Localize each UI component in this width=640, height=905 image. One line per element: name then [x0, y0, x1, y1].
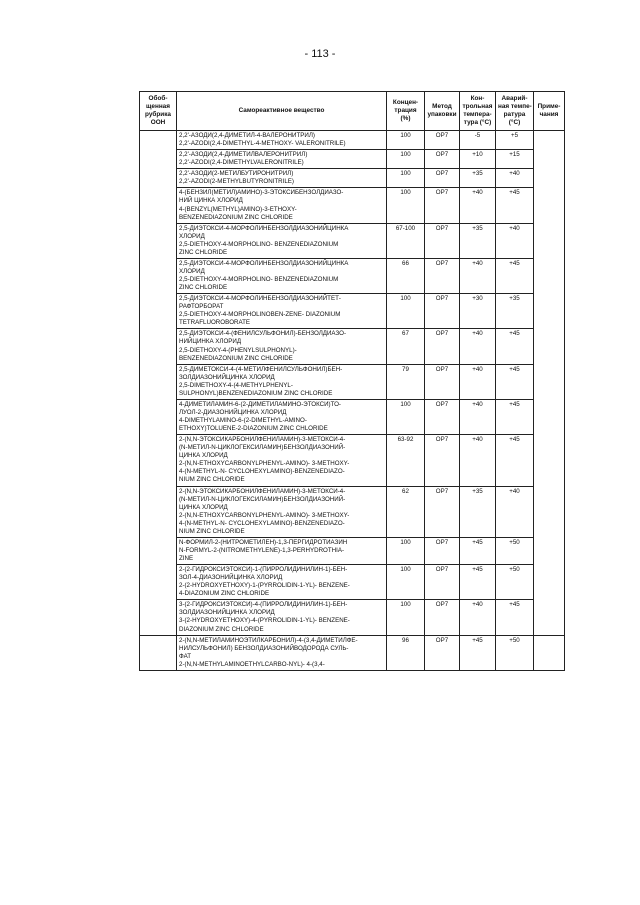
substance-line: 3-(2-HYDROXYETHOXY)-4-(PYRROLIDIN-1-YL)- BENZENE- — [179, 617, 350, 625]
control-temp-cell: -5 — [460, 131, 496, 150]
substance-cell — [177, 258, 387, 293]
method-cell: OP7 — [425, 294, 460, 329]
emergency-temp-cell: +5 — [496, 131, 534, 150]
substance-line: 2,5-DIETHOXY-4-MORPHOLINO- BENZENEDIAZONIUM — [179, 240, 339, 248]
concentration-cell: 63-92 — [387, 435, 425, 486]
substance-line: ХЛОРИД — [179, 232, 205, 240]
substance-line: DIAZONIUM ZINC CHLORIDE — [179, 625, 264, 633]
method-cell: OP7 — [425, 329, 460, 364]
substance-line: 2-(N,N-ЭТОКСИКАРБОНИЛФЕНИЛАМИН)-3-МЕТОКСИ-4- — [179, 436, 346, 444]
control-temp-cell: +35 — [460, 223, 496, 258]
table-row — [140, 223, 565, 258]
substance-cell — [177, 223, 387, 258]
substance-line: 4-(N-METHYL-N- CYCLOHEXYLAMINO)-BENZENEDIAZO- — [179, 468, 345, 476]
control-temp-cell: +40 — [460, 188, 496, 223]
concentration-cell: 96 — [387, 635, 425, 670]
substance-line: BENZENEDIAZONIUM ZINC CHLORIDE — [179, 354, 293, 362]
table-row — [140, 600, 565, 635]
division-cell — [140, 635, 177, 670]
substance-line: SULPHONYL)BENZENEDIAZONIUM ZINC CHLORIDE — [179, 389, 333, 397]
table-row — [140, 188, 565, 223]
method-cell: OP7 — [425, 258, 460, 293]
substance-line: NIUM ZINC CHLORIDE — [179, 476, 245, 484]
substance-cell — [177, 399, 387, 434]
concentration-cell: 100 — [387, 188, 425, 223]
substance-line: 4-(N-METHYL-N- CYCLOHEXYLAMINO)-BENZENEDIAZO- — [179, 519, 345, 527]
control-temp-cell: +30 — [460, 294, 496, 329]
table-row — [140, 131, 565, 150]
substance-line: 2,5-ДИЭТОКСИ-4-МОРФОЛИНБЕНЗОЛДИАЗОНИЙТЕТ- — [179, 295, 341, 303]
page-number: - 113 - — [304, 48, 336, 60]
substance-line: 2,2'-AZODI(2-METHYLBUTYRONITRILE) — [179, 178, 294, 186]
table-row — [140, 635, 565, 670]
substance-line: 2,2'-АЗОДИ(2-МЕТИЛБУТИРОНИТРИЛ) — [179, 170, 294, 178]
self-reactive-substances-table — [139, 91, 565, 671]
substance-line: 2,5-ДИЭТОКСИ-4-МОРФОЛИНБЕНЗОЛДИАЗОНИЙЦИНКА — [179, 259, 349, 267]
substance-line: 2-(N,N-METHYLAMINOETHYLCARBO-NYL)- 4-(3,4- — [179, 660, 325, 668]
substance-line: (N-МЕТИЛ-N-ЦИКЛОГЕКСИЛАМИН)БЕНЗОЛДИАЗОНИЙ- — [179, 444, 346, 452]
substance-line: 2,2'-AZODI(2,4-DIMETHYL-4-METHOXY- VALERONITRILE) — [179, 140, 346, 148]
table-row — [140, 294, 565, 329]
control-temp-cell: +35 — [460, 486, 496, 537]
control-temp-cell: +35 — [460, 169, 496, 188]
substance-line: ЗОЛ-4-ДИАЗОНИЙЦИНКА ХЛОРИД — [179, 574, 283, 582]
substance-line: 3-(2-ГИДРОКСИЭТОКСИ)-4-(ПИРРОЛИДИНИЛИН-1)-БЕН- — [179, 601, 348, 609]
substance-line: N-ФОРМИЛ-2-(НИТРОМЕТИЛЕН)-1,3-ПЕРГИДРОТИАЗИН — [179, 538, 348, 546]
substance-line: 2,5-DIETHOXY-4-MORPHOLINO- BENZENEDIAZONIUM — [179, 276, 339, 283]
substance-cell — [177, 294, 387, 329]
notes-cell — [534, 131, 565, 636]
method-cell: OP7 — [425, 150, 460, 169]
method-cell: OP7 — [425, 537, 460, 564]
division-cell — [140, 131, 177, 636]
header-method: Метод упаковки — [425, 92, 460, 131]
notes-cell — [534, 635, 565, 670]
substance-line: 4-(BENZYL(METHYL)AMINO)-3-ETHOXY- — [179, 205, 297, 213]
concentration-cell: 100 — [387, 600, 425, 635]
substance-line: (N-МЕТИЛ-N-ЦИКЛОГЕКСИЛАМИН)БЕНЗОЛДИАЗОНИЙ- — [179, 495, 346, 503]
emergency-temp-cell: +45 — [496, 399, 534, 434]
substance-line: ФАТ — [179, 652, 191, 660]
substance-line: ZINE — [179, 555, 194, 562]
concentration-cell: 62 — [387, 486, 425, 537]
substance-line: 2,5-DIETHOXY-4-(PHENYLSULPHONYL)- — [179, 346, 297, 354]
substance-line: ЦИНКА ХЛОРИД — [179, 452, 228, 460]
control-temp-cell: +40 — [460, 258, 496, 293]
substance-line: ZINC CHLORIDE — [179, 248, 228, 256]
table-row — [140, 150, 565, 169]
emergency-temp-cell: +45 — [496, 188, 534, 223]
substance-line: 2-(2-HYDROXYETHOXY)-1-(PYRROLIDIN-1-YL)- BENZENE- — [179, 582, 350, 590]
header-emergency-temp: Аварий- ная темпе- ратура (°C) — [496, 92, 534, 131]
emergency-temp-cell: +40 — [496, 486, 534, 537]
substance-line: ХЛОРИД — [179, 267, 205, 275]
substance-line: 2,5-ДИМЕТОКСИ-4-(4-МЕТИЛФЕНИЛСУЛЬФОНИЛ)БЕН- — [179, 365, 343, 373]
substance-line: 2-(N,N-МЕТИЛАМИНОЭТИЛКАРБОНИЛ)-4-(3,4-ДИМЕТИЛФЕ- — [179, 636, 358, 644]
substance-line: 4-ДИМЕТИЛАМИН-6-(2-ДИМЕТИЛАМИНО-ЭТОКСИ)ТО- — [179, 400, 341, 408]
emergency-temp-cell: +45 — [496, 435, 534, 486]
concentration-cell: 79 — [387, 364, 425, 399]
control-temp-cell: +40 — [460, 435, 496, 486]
substance-line: 2-(N,N-ETHOXYCARBONYLPHENYL-AMINO)- 3-METHOXY- — [179, 511, 350, 519]
header-concentration: Концен- трация (%) — [387, 92, 425, 131]
emergency-temp-cell: +40 — [496, 223, 534, 258]
table-row — [140, 399, 565, 434]
method-cell: OP7 — [425, 131, 460, 150]
control-temp-cell: +40 — [460, 399, 496, 434]
header-division: Обоб- щенная рубрика ООН — [140, 92, 177, 131]
substance-cell — [177, 635, 387, 670]
method-cell: OP7 — [425, 223, 460, 258]
method-cell: OP7 — [425, 635, 460, 670]
substance-line: 2,5-DIETHOXY-4-MORPHOLINOBEN-ZENE- DIAZONIUM — [179, 311, 341, 319]
concentration-cell: 66 — [387, 258, 425, 293]
table-row — [140, 486, 565, 537]
substance-line: BENZENEDIAZONIUM ZINC CHLORIDE — [179, 213, 293, 221]
method-cell: OP7 — [425, 188, 460, 223]
substance-line: 4-DIMETHYLAMINO-6-(2-DIMETHYL-AMINO- — [179, 417, 307, 424]
substance-line: ЦИНКА ХЛОРИД — [179, 503, 228, 511]
substance-line: ЗОЛДИАЗОНИЙЦИНКА ХЛОРИД — [179, 609, 275, 617]
concentration-cell: 67 — [387, 329, 425, 364]
substance-line: 4-(БЕНЗИЛ(МЕТИЛ)АМИНО)-3-ЭТОКСИБЕНЗОЛДИАЗО- — [179, 189, 344, 197]
emergency-temp-cell: +40 — [496, 169, 534, 188]
control-temp-cell: +45 — [460, 635, 496, 670]
header-control-temp: Кон- трольная темпера- тура (°C) — [460, 92, 496, 131]
method-cell: OP7 — [425, 435, 460, 486]
substance-line: РАФТОРБОРАТ — [179, 303, 224, 311]
method-cell: OP7 — [425, 169, 460, 188]
substance-line: N-FORMYL-2-(NITROMETHYLENE)-1,3-PERHYDROTHIA- — [179, 546, 345, 554]
method-cell: OP7 — [425, 486, 460, 537]
substance-cell — [177, 565, 387, 600]
concentration-cell: 100 — [387, 169, 425, 188]
method-cell: OP7 — [425, 565, 460, 600]
substance-line: 2-(N,N-ETHOXYCARBONYLPHENYL-AMINO)- 3-METHOXY- — [179, 460, 350, 468]
substance-line: НИЙ ЦИНКА ХЛОРИД — [179, 197, 243, 205]
table-row — [140, 258, 565, 293]
substance-cell — [177, 537, 387, 564]
substance-line: 2,5-ДИЭТОКСИ-4-МОРФОЛИНБЕНЗОЛДИАЗОНИЙЦИНКА — [179, 224, 349, 232]
substance-line: ETHOXY)TOLUENE-2-DIAZONIUM ZINC CHLORIDE — [179, 425, 328, 433]
substance-line: NIUM ZINC CHLORIDE — [179, 527, 245, 535]
control-temp-cell: +45 — [460, 537, 496, 564]
substance-line: 2,5-ДИЭТОКСИ-4-(ФЕНИЛСУЛЬФОНИЛ)-БЕНЗОЛДИАЗО- — [179, 330, 347, 338]
emergency-temp-cell: +45 — [496, 329, 534, 364]
header-row — [140, 92, 565, 131]
substance-cell — [177, 169, 387, 188]
substance-line: 4-DIAZONIUM ZINC CHLORIDE — [179, 590, 270, 598]
emergency-temp-cell: +50 — [496, 635, 534, 670]
control-temp-cell: +40 — [460, 364, 496, 399]
concentration-cell: 100 — [387, 131, 425, 150]
table-row — [140, 435, 565, 486]
substance-cell — [177, 329, 387, 364]
method-cell: OP7 — [425, 600, 460, 635]
emergency-temp-cell: +15 — [496, 150, 534, 169]
method-cell: OP7 — [425, 399, 460, 434]
substance-line: TETRAFLUOROBORATE — [179, 319, 251, 327]
emergency-temp-cell: +45 — [496, 364, 534, 399]
substance-cell — [177, 600, 387, 635]
table-row — [140, 537, 565, 564]
emergency-temp-cell: +45 — [496, 600, 534, 635]
substance-line: 2-(2-ГИДРОКСИЭТОКСИ)-1-(ПИРРОЛИДИНИЛИН-1)-БЕН- — [179, 566, 348, 574]
substance-line: НИЙЦИНКА ХЛОРИД — [179, 338, 242, 346]
substance-line: 2-(N,N-ЭТОКСИКАРБОНИЛФЕНИЛАМИН)-3-МЕТОКСИ-4- — [179, 487, 346, 495]
substance-line: НИЛСУЛЬФОНИЛ) БЕНЗОЛДИАЗОНИЙВОДОРОДА СУЛЬ- — [179, 644, 349, 652]
substance-line: 2,5-DIMETHOXY-4-(4-METHYLPHENYL- — [179, 381, 293, 389]
emergency-temp-cell: +50 — [496, 565, 534, 600]
substance-cell — [177, 188, 387, 223]
emergency-temp-cell: +45 — [496, 258, 534, 293]
emergency-temp-cell: +50 — [496, 537, 534, 564]
control-temp-cell: +40 — [460, 600, 496, 635]
substance-line: 2,2'-АЗОДИ(2,4-ДИМЕТИЛВАЛЕРОНИТРИЛ) — [179, 151, 308, 159]
substance-line: ЗОЛДИАЗОНИЙЦИНКА ХЛОРИД — [179, 373, 275, 381]
table-row — [140, 364, 565, 399]
method-cell: OP7 — [425, 364, 460, 399]
substance-cell — [177, 150, 387, 169]
concentration-cell: 100 — [387, 537, 425, 564]
table-row — [140, 565, 565, 600]
substance-line: 2,2'-АЗОДИ(2,4-ДИМЕТИЛ-4-ВАЛЕРОНИТРИЛ) — [179, 132, 315, 139]
substance-line: 2,2'-AZODI(2,4-DIMETHYLVALERONITRILE) — [179, 159, 304, 167]
header-notes: Приме- чания — [534, 92, 565, 131]
table-row — [140, 329, 565, 364]
control-temp-cell: +10 — [460, 150, 496, 169]
table-row — [140, 169, 565, 188]
substance-line: ЛУОЛ-2-ДИАЗОНИЙЦИНКА ХЛОРИД — [179, 408, 287, 416]
concentration-cell: 67-100 — [387, 223, 425, 258]
concentration-cell: 100 — [387, 294, 425, 329]
substance-cell — [177, 435, 387, 486]
substance-cell — [177, 364, 387, 399]
header-substance: Самореактивное вещество — [177, 92, 387, 131]
control-temp-cell: +45 — [460, 565, 496, 600]
concentration-cell: 100 — [387, 399, 425, 434]
substance-line: ZINC CHLORIDE — [179, 284, 228, 292]
concentration-cell: 100 — [387, 565, 425, 600]
substance-cell — [177, 486, 387, 537]
emergency-temp-cell: +35 — [496, 294, 534, 329]
control-temp-cell: +40 — [460, 329, 496, 364]
concentration-cell: 100 — [387, 150, 425, 169]
substance-cell — [177, 131, 387, 150]
